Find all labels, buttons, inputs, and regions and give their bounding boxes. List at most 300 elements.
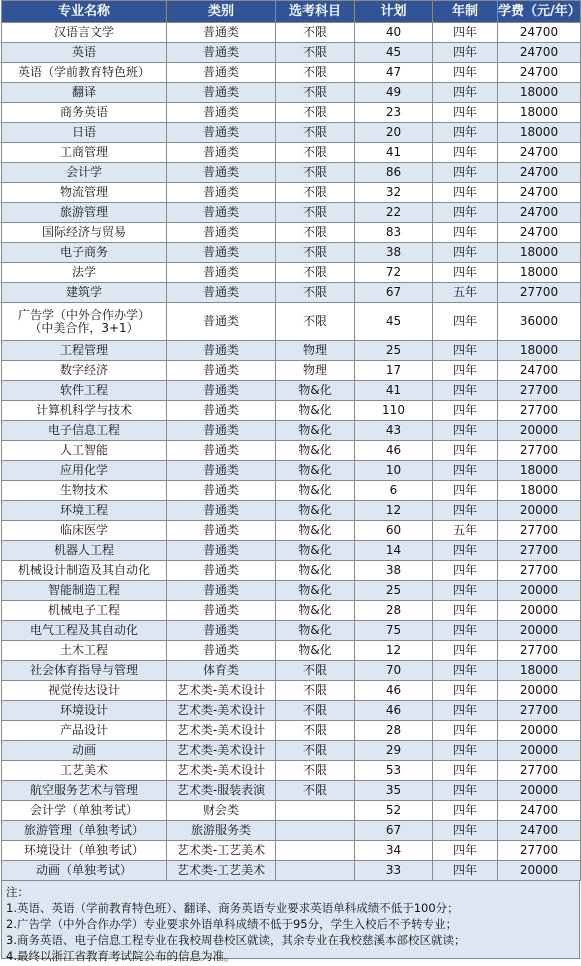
cell-years: 四年 [433,401,498,421]
cell-plan: 60 [355,521,433,541]
cell-major: 建筑学 [2,283,167,303]
cell-category: 艺术类-美术设计 [167,761,276,781]
table-row [2,103,581,123]
cell-fee: 20000 [498,861,581,881]
table-row [2,521,581,541]
cell-category: 普通类 [167,303,276,341]
cell-subjects: 物&化 [276,421,355,441]
cell-years: 四年 [433,701,498,721]
cell-category: 普通类 [167,123,276,143]
table-row [2,501,581,521]
cell-category: 普通类 [167,561,276,581]
cell-category: 旅游服务类 [167,821,276,841]
cell-years: 四年 [433,63,498,83]
cell-fee: 20000 [498,681,581,701]
cell-years: 四年 [433,621,498,641]
cell-plan: 83 [355,223,433,243]
cell-major: 机械电子工程 [2,601,167,621]
cell-subjects: 物&化 [276,521,355,541]
cell-subjects: 物&化 [276,441,355,461]
cell-years: 四年 [433,801,498,821]
cell-major-line: 广告学（中外合作办学） [17,307,150,322]
cell-major: 旅游管理 [2,203,167,223]
table-row [2,801,581,821]
cell-major: 汉语言文学 [2,23,167,43]
table-row [2,223,581,243]
header-category: 类别 [167,1,276,23]
cell-category: 普通类 [167,381,276,401]
cell-category: 艺术类-美术设计 [167,701,276,721]
cell-category: 艺术类-工艺美术 [167,841,276,861]
cell-category: 普通类 [167,163,276,183]
enrollment-plan-document [1,0,581,963]
table-row [2,63,581,83]
cell-years: 四年 [433,123,498,143]
table-row [2,143,581,163]
cell-plan: 32 [355,183,433,203]
cell-years: 四年 [433,243,498,263]
cell-plan: 38 [355,243,433,263]
cell-subjects: 物&化 [276,401,355,421]
cell-plan: 45 [355,43,433,63]
cell-plan: 25 [355,581,433,601]
cell-years: 四年 [433,661,498,681]
cell-subjects: 不限 [276,303,355,341]
cell-major: 机器人工程 [2,541,167,561]
cell-major: 工艺美术 [2,761,167,781]
cell-category: 艺术类-美术设计 [167,681,276,701]
cell-subjects: 不限 [276,721,355,741]
cell-category: 普通类 [167,401,276,421]
cell-major: 产品设计 [2,721,167,741]
cell-fee: 18000 [498,341,581,361]
cell-years: 四年 [433,681,498,701]
cell-category: 普通类 [167,341,276,361]
cell-category: 普通类 [167,581,276,601]
cell-plan: 12 [355,501,433,521]
cell-category: 普通类 [167,283,276,303]
cell-subjects: 物&化 [276,461,355,481]
cell-fee: 27700 [498,561,581,581]
cell-plan: 28 [355,721,433,741]
cell-years: 四年 [433,541,498,561]
cell-fee: 20000 [498,741,581,761]
cell-years: 四年 [433,83,498,103]
cell-subjects: 不限 [276,43,355,63]
cell-major: 动画（单独考试） [2,861,167,881]
cell-years: 四年 [433,781,498,801]
table-row [2,441,581,461]
cell-subjects: 不限 [276,163,355,183]
cell-years: 四年 [433,461,498,481]
cell-fee: 27700 [498,701,581,721]
cell-fee: 18000 [498,263,581,283]
cell-fee: 20000 [498,601,581,621]
cell-major: 物流管理 [2,183,167,203]
cell-category: 普通类 [167,601,276,621]
table-header-row [2,1,581,23]
cell-plan: 46 [355,701,433,721]
cell-fee: 20000 [498,781,581,801]
table-row [2,203,581,223]
cell-major: 法学 [2,263,167,283]
cell-plan: 75 [355,621,433,641]
table-row [2,421,581,441]
cell-fee: 24700 [498,183,581,203]
cell-fee: 27700 [498,641,581,661]
cell-years: 四年 [433,721,498,741]
note-line: 2.广告学（中外合作办学）专业要求外语单科成绩不低于95分，学生入校后不予转专业； [6,917,458,931]
cell-major: 环境设计 [2,701,167,721]
note-line: 3.商务英语、电子信息工程专业在我校周巷校区就读，其余专业在我校慈溪本部校区就读； [6,933,466,947]
cell-subjects: 不限 [276,681,355,701]
cell-category: 普通类 [167,223,276,243]
table-row [2,43,581,63]
cell-subjects: 不限 [276,263,355,283]
cell-major: 翻译 [2,83,167,103]
cell-plan: 52 [355,801,433,821]
cell-years: 四年 [433,741,498,761]
table-row [2,681,581,701]
table-row [2,701,581,721]
cell-years: 四年 [433,421,498,441]
cell-subjects: 物&化 [276,541,355,561]
cell-subjects: 不限 [276,63,355,83]
cell-subjects: 物理 [276,361,355,381]
cell-major: 临床医学 [2,521,167,541]
header-subjects: 选考科目 [276,1,355,23]
cell-fee: 27700 [498,283,581,303]
cell-plan: 40 [355,23,433,43]
table-row [2,781,581,801]
cell-fee: 24700 [498,23,581,43]
cell-years: 四年 [433,341,498,361]
cell-years: 四年 [433,581,498,601]
cell-major: 视觉传达设计 [2,681,167,701]
cell-years: 四年 [433,841,498,861]
table-row [2,341,581,361]
table-row [2,481,581,501]
cell-category: 普通类 [167,183,276,203]
table-row [2,243,581,263]
cell-major: 应用化学 [2,461,167,481]
cell-subjects: 不限 [276,761,355,781]
cell-subjects: 不限 [276,701,355,721]
cell-major [2,303,167,341]
cell-fee: 24700 [498,163,581,183]
cell-plan: 14 [355,541,433,561]
table-row [2,761,581,781]
cell-major: 英语（学前教育特色班） [2,63,167,83]
table-row [2,841,581,861]
table-row [2,163,581,183]
cell-years: 四年 [433,821,498,841]
cell-fee: 20000 [498,581,581,601]
cell-subjects: 不限 [276,781,355,801]
cell-years: 四年 [433,43,498,63]
cell-plan: 47 [355,63,433,83]
table-row [2,661,581,681]
cell-category: 普通类 [167,63,276,83]
cell-category: 艺术类-美术设计 [167,721,276,741]
cell-major: 电子商务 [2,243,167,263]
cell-fee: 24700 [498,143,581,163]
cell-years: 四年 [433,441,498,461]
table-row [2,721,581,741]
cell-plan: 46 [355,441,433,461]
cell-plan: 86 [355,163,433,183]
table-row [2,401,581,421]
table-row [2,361,581,381]
cell-subjects: 物&化 [276,581,355,601]
cell-subjects: 物&化 [276,621,355,641]
cell-fee: 27700 [498,401,581,421]
cell-subjects: 不限 [276,143,355,163]
cell-plan: 67 [355,821,433,841]
cell-fee: 24700 [498,43,581,63]
cell-years: 四年 [433,103,498,123]
cell-fee: 27700 [498,521,581,541]
cell-subjects [276,821,355,841]
cell-plan: 33 [355,861,433,881]
header-years: 年制 [433,1,498,23]
cell-plan: 28 [355,601,433,621]
table-row [2,23,581,43]
table-row [2,601,581,621]
table-row [2,83,581,103]
cell-fee: 27700 [498,761,581,781]
cell-category: 普通类 [167,263,276,283]
cell-fee: 24700 [498,361,581,381]
cell-major: 英语 [2,43,167,63]
header-plan: 计划 [355,1,433,23]
cell-plan: 17 [355,361,433,381]
table-row [2,461,581,481]
cell-major: 数字经济 [2,361,167,381]
cell-subjects: 物&化 [276,501,355,521]
table-row [2,381,581,401]
cell-subjects: 不限 [276,103,355,123]
cell-subjects: 不限 [276,243,355,263]
cell-major: 计算机科学与技术 [2,401,167,421]
cell-fee: 27700 [498,381,581,401]
cell-category: 普通类 [167,83,276,103]
cell-category: 普通类 [167,23,276,43]
cell-fee: 27700 [498,541,581,561]
table-row [2,263,581,283]
cell-major: 生物技术 [2,481,167,501]
cell-fee: 27700 [498,841,581,861]
cell-subjects: 不限 [276,23,355,43]
cell-plan: 10 [355,461,433,481]
cell-plan: 6 [355,481,433,501]
cell-years: 四年 [433,561,498,581]
table-row [2,741,581,761]
cell-major: 智能制造工程 [2,581,167,601]
cell-years: 四年 [433,361,498,381]
cell-major-line: （中美合作，3+1） [29,320,139,335]
cell-years: 四年 [433,861,498,881]
cell-major: 电气工程及其自动化 [2,621,167,641]
cell-years: 五年 [433,521,498,541]
table-row [2,303,581,341]
cell-years: 四年 [433,143,498,163]
cell-category: 普通类 [167,203,276,223]
note-line: 4.最终以浙江省教育考试院公布的信息为准。 [6,949,236,963]
cell-major: 土木工程 [2,641,167,661]
cell-years: 四年 [433,501,498,521]
cell-subjects: 物&化 [276,481,355,501]
cell-years: 四年 [433,183,498,203]
cell-years: 五年 [433,283,498,303]
cell-plan: 22 [355,203,433,223]
cell-plan: 35 [355,781,433,801]
cell-major: 航空服务艺术与管理 [2,781,167,801]
cell-category: 普通类 [167,103,276,123]
cell-category: 普通类 [167,243,276,263]
cell-years: 四年 [433,223,498,243]
cell-fee: 18000 [498,243,581,263]
cell-fee: 18000 [498,661,581,681]
header-fee: 学费（元/年） [498,1,581,23]
cell-plan: 43 [355,421,433,441]
cell-subjects: 物&化 [276,381,355,401]
cell-plan: 34 [355,841,433,861]
cell-plan: 29 [355,741,433,761]
cell-subjects: 物&化 [276,601,355,621]
cell-years: 四年 [433,303,498,341]
cell-major: 机械设计制造及其自动化 [2,561,167,581]
cell-category: 普通类 [167,481,276,501]
cell-category: 普通类 [167,421,276,441]
table-body [2,23,581,881]
cell-years: 四年 [433,23,498,43]
cell-plan: 25 [355,341,433,361]
table-row [2,123,581,143]
note-line: 1.英语、英语（学前教育特色班）、翻译、商务英语专业要求英语单科成绩不低于100分； [6,901,459,915]
cell-plan: 12 [355,641,433,661]
cell-years: 四年 [433,481,498,501]
cell-category: 普通类 [167,43,276,63]
cell-years: 四年 [433,761,498,781]
cell-major: 商务英语 [2,103,167,123]
cell-fee: 18000 [498,481,581,501]
cell-major: 人工智能 [2,441,167,461]
cell-plan: 20 [355,123,433,143]
cell-category: 普通类 [167,461,276,481]
cell-subjects [276,841,355,861]
cell-category: 普通类 [167,501,276,521]
cell-major: 日语 [2,123,167,143]
cell-major: 软件工程 [2,381,167,401]
cell-subjects: 物&化 [276,561,355,581]
cell-fee: 36000 [498,303,581,341]
cell-major: 环境设计（单独考试） [2,841,167,861]
cell-plan: 45 [355,303,433,341]
cell-subjects: 不限 [276,661,355,681]
cell-years: 四年 [433,641,498,661]
cell-major: 动画 [2,741,167,761]
cell-category: 普通类 [167,541,276,561]
table-row [2,541,581,561]
cell-fee: 18000 [498,461,581,481]
cell-plan: 70 [355,661,433,681]
cell-category: 普通类 [167,621,276,641]
table-row [2,183,581,203]
cell-major: 工程管理 [2,341,167,361]
cell-category: 普通类 [167,441,276,461]
cell-subjects: 不限 [276,123,355,143]
table-row [2,821,581,841]
cell-category: 普通类 [167,361,276,381]
cell-fee: 20000 [498,721,581,741]
cell-plan: 23 [355,103,433,123]
table-row [2,641,581,661]
table-row [2,561,581,581]
table-row [2,621,581,641]
cell-fee: 24700 [498,801,581,821]
cell-plan: 72 [355,263,433,283]
cell-major: 环境工程 [2,501,167,521]
cell-category: 体育类 [167,661,276,681]
cell-major: 国际经济与贸易 [2,223,167,243]
cell-years: 四年 [433,203,498,223]
cell-fee: 24700 [498,821,581,841]
table-row [2,861,581,881]
cell-subjects: 物&化 [276,641,355,661]
cell-fee: 20000 [498,501,581,521]
cell-major: 社会体育指导与管理 [2,661,167,681]
note-heading: 注： [6,885,29,899]
cell-fee: 18000 [498,83,581,103]
cell-fee: 20000 [498,621,581,641]
cell-fee: 20000 [498,421,581,441]
cell-fee: 24700 [498,223,581,243]
cell-major: 会计学（单独考试） [2,801,167,821]
cell-major: 旅游管理（单独考试） [2,821,167,841]
cell-category: 财会类 [167,801,276,821]
cell-subjects: 不限 [276,223,355,243]
cell-subjects: 不限 [276,183,355,203]
cell-fee: 27700 [498,441,581,461]
cell-plan: 38 [355,561,433,581]
cell-fee: 24700 [498,63,581,83]
cell-subjects: 不限 [276,741,355,761]
cell-subjects: 不限 [276,83,355,103]
cell-years: 四年 [433,263,498,283]
cell-subjects: 物理 [276,341,355,361]
cell-plan: 67 [355,283,433,303]
enrollment-table [1,0,581,881]
cell-major: 工商管理 [2,143,167,163]
cell-category: 艺术类-美术设计 [167,741,276,761]
cell-fee: 18000 [498,103,581,123]
cell-major: 电子信息工程 [2,421,167,441]
table-row [2,581,581,601]
cell-plan: 41 [355,381,433,401]
cell-subjects: 不限 [276,203,355,223]
cell-category: 普通类 [167,521,276,541]
notes-section [1,881,580,963]
cell-plan: 53 [355,761,433,781]
cell-subjects [276,861,355,881]
cell-plan: 49 [355,83,433,103]
header-major: 专业名称 [2,1,167,23]
cell-plan: 46 [355,681,433,701]
cell-years: 四年 [433,381,498,401]
cell-subjects: 不限 [276,283,355,303]
cell-category: 普通类 [167,143,276,163]
